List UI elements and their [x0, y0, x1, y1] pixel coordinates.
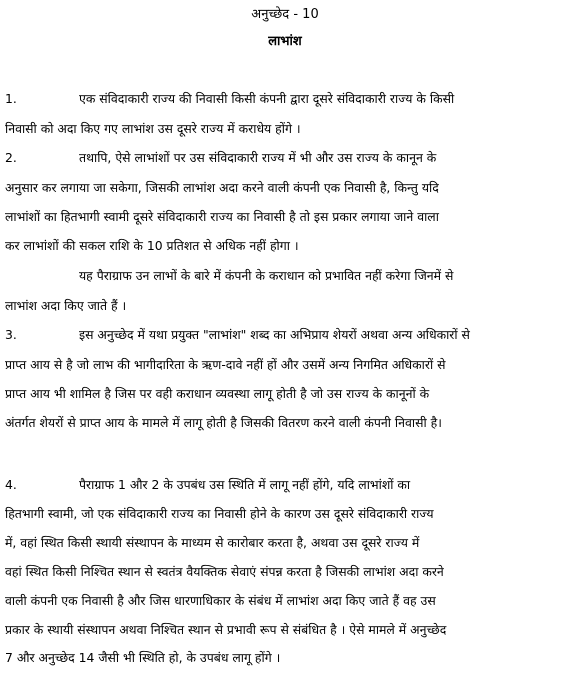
- paragraph-line: में, वहां स्थित किसी स्थायी संस्थापन के माध्यम से कारोबार करता है, अथवा उस दूसरे राज्य में: [5, 535, 420, 550]
- page-title: लाभांश: [268, 34, 302, 49]
- paragraph-line: निवासी को अदा किए गए लाभांश उस दूसरे राज्य में कराधेय होंगे ।: [5, 121, 301, 136]
- paragraph-number: 1.: [5, 91, 17, 106]
- paragraph-line: हितभागी स्वामी, जो एक संविदाकारी राज्य का निवासी होने के कारण उस दूसरे संविदाकारी राज्य: [5, 506, 434, 521]
- paragraph-line: प्राप्त आय भी शामिल है जिस पर वही कराधान व्यवस्था लागू होती है जो उस राज्य के कानूनों के: [5, 386, 430, 401]
- paragraph-line: तथापि, ऐसे लाभांशों पर उस संविदाकारी राज्य में भी और उस राज्य के कानून के: [79, 150, 437, 165]
- paragraph-line: कर लाभांशों की सकल राशि के 10 प्रतिशत से अधिक नहीं होगा ।: [5, 238, 299, 253]
- paragraph-number: 3.: [5, 327, 17, 342]
- paragraph-line: यह पैराग्राफ उन लाभों के बारे में कंपनी के कराधान को प्रभावित नहीं करेगा जिनमें से: [79, 268, 454, 283]
- paragraph-number: 4.: [5, 477, 17, 492]
- paragraph-line: अनुसार कर लगाया जा सकेगा, जिसकी लाभांश अदा करने वाली कंपनी एक निवासी है, किन्तु यदि: [5, 180, 439, 195]
- paragraph-line: लाभांश अदा किए जाते हैं ।: [5, 298, 127, 313]
- paragraph-line: 7 और अनुच्छेद 14 जैसी भी स्थिति हो, के उपबंध लागू होंगे ।: [5, 650, 281, 665]
- paragraph-line: लाभांशों का हितभागी स्वामी दूसरे संविदाकारी राज्य का निवासी है तो इस प्रकार लगाया जाने वाला: [5, 209, 439, 224]
- paragraph-line: प्रकार के स्थायी संस्थापन अथवा निश्चित स्थान से प्रभावी रूप से संबंधित है । ऐसे मामले में अनुच्छेद: [5, 622, 447, 637]
- paragraph-line: इस अनुच्छेद में यथा प्रयुक्त "लाभांश" शब्द का अभिप्राय शेयरों अथवा अन्य अधिकारों से: [79, 327, 470, 342]
- paragraph-line: वहां स्थित किसी निश्चित स्थान से स्वतंत्र वैयक्तिक सेवाएं संपन्न करता है जिसकी लाभांश अदा करने: [5, 564, 444, 579]
- paragraph-line: वाली कंपनी एक निवासी है और जिस धारणाधिकार के संबंध में लाभांश अदा किए जाते हैं वह उस: [5, 593, 436, 608]
- paragraph-line: एक संविदाकारी राज्य की निवासी किसी कंपनी द्वारा दूसरे संविदाकारी राज्य के किसी: [79, 91, 455, 106]
- paragraph-line: प्राप्त आय से है जो लाभ की भागीदारिता के ऋण-दावे नहीं हों और उसमें अन्य निगमित अधिकारों से: [5, 357, 446, 372]
- paragraph-number: 2.: [5, 150, 17, 165]
- article-heading: अनुच्छेद - 10: [251, 7, 319, 22]
- paragraph-line: पैराग्राफ 1 और 2 के उपबंध उस स्थिति में लागू नहीं होंगे, यदि लाभांशों का: [79, 477, 411, 492]
- paragraph-line: अंतर्गत शेयरों से प्राप्त आय के मामले में लागू होती है जिसकी वितरण करने वाली कंपनी निवासी है।: [5, 415, 442, 430]
